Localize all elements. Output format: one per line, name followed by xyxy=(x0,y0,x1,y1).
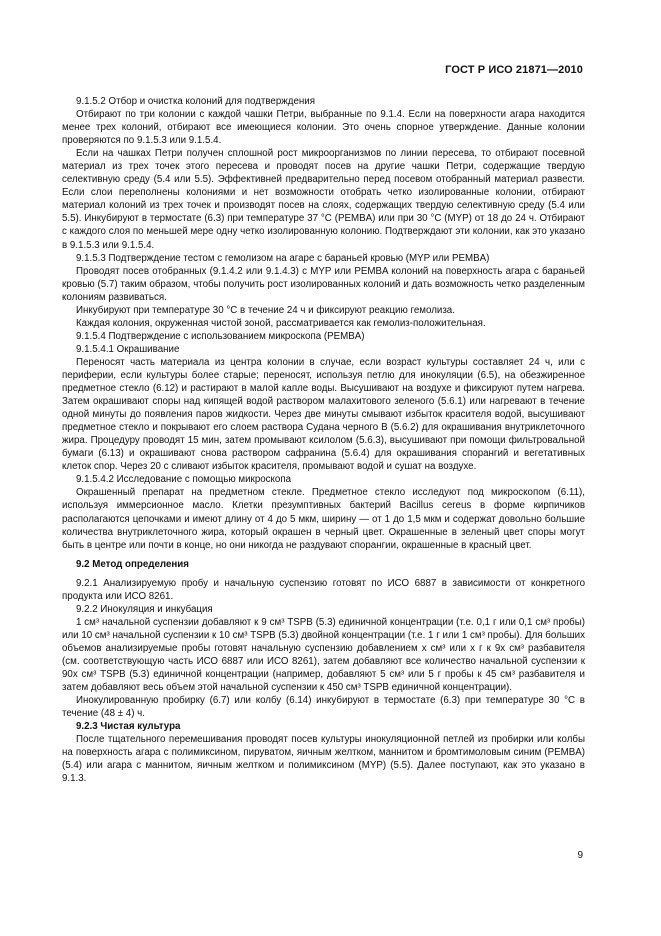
paragraph: Если на чашках Петри получен сплошной рост микроорганизмов по линии пересева, то отбирают посевной материал из трех точек этого пересева и проводят посев на другие чашки Петри, содержащие твердую селективную среду (5.4 или 5.5). Эффективней предварительно перед посевом отобранный материал развести. Если слои переполнены колониями и нет возможности отобрать четко изолированные колонии, отбирают материал колоний из трех точек и производят посев на слоях, содержащих твердую селективную среду (5.4 или 5.5). Инкубируют в термостате (6.3) при температуре 37 °С (PEMBA) или при 30 °С (MYP) от 18 до 24 ч. Отбирают с каждого слоя по меньшей мере одну четко изолированную колонию. Подтверждают эти колонии, как это указано в 9.1.5.3 или 9.1.5.4. xyxy=(62,148,585,251)
paragraph: Каждая колония, окруженная чистой зоной, рассматривается как гемолиз-положительная. xyxy=(76,317,486,329)
paragraph: Инокулированную пробирку (6.7) или колбу (6.14) инкубируют в термостате (6.3) при температуре 30 °С в течение (48 ± 4) ч. xyxy=(62,695,585,720)
paragraph: 9.2.2 Инокуляция и инкубация xyxy=(76,603,213,615)
paragraph: Переносят часть материала из центра колонии в случае, если возраст культуры составляет 24 ч, или с периферии, если культуры более старые; переносят, используя петлю для инокуляции (6.5), на обезжиренное предметное стекло (6.12) и растирают в малой капле воды. Высушивают на воздухе и фиксируют путем нагрева. Затем окрашивают споры над кипящей водой раствором малахитового зеленого (5.6.1) или нагревают в течение одной минуты до появления паров жидкости. Через две минуты смывают избыток красителя водой, высушивают предметное стекло и покрывают его слоем раствора Судана черного В (5.6.2) для окрашивания внутриклеточного жира. Процедуру проводят 15 мин, затем промывают ксилолом (5.6.3), высушивают при помощи фильтровальной бумаги (6.13) и окрашивают снова раствором сафранина (5.6.4) для окрашивания спорангий и вегетативных клеток спор. Через 20 с сливают избыток красителя, промывают водой и сушат на воздухе. xyxy=(62,356,585,473)
document-header: ГОСТ Р ИСО 21871—2010 xyxy=(445,64,583,76)
page-number: 9 xyxy=(577,850,583,861)
section-heading: 9.2.3 Чистая культура xyxy=(76,721,181,733)
document-body xyxy=(62,95,585,785)
paragraph: 1 см³ начальной суспензии добавляют к 9 см³ TSPB (5.3) единичной концентрации (т.е. 0,1 г или 0,1 см³ пробы) или 10 см³ начальной суспензии к 10 см³ TSPB (5.3) двойной концентрации (т.е. 1 г или 1 см³ пробы). Для больших объемов анализируемые пробы готовят начальную суспензию добавлением x см³ или x г к 9x см³ разбавителя (см. соответствующую часть ИСО 6887 или ИСО 8261), затем добавляют все количество начальной суспензии к 90x см³ TSPB (5.3) единичной концентрации (например, добавляют 5 см³ или 5 г пробы к 45 см³ разбавителя и затем добавляют весь объем этой начальной суспензии к 450 см³ TSPB единичной концентрации). xyxy=(62,616,585,694)
paragraph: Отбирают по три колонии с каждой чашки Петри, выбранные по 9.1.4. Если на поверхности агара находится менее трех колоний, отбирают все имеющиеся колонии. Это очень спорное утверждение. Данные колонии проверяются по 9.1.5.3 или 9.1.5.4. xyxy=(62,109,585,147)
section-heading: 9.2 Метод определения xyxy=(76,558,189,570)
paragraph: После тщательного перемешивания проводят посев культуры инокуляционной петлей из пробирки или колбы на поверхность агара с полимиксином, пируватом, яичным желтком, маннитом и бромтимоловым синим (PEMBA) (5.4) или агара с маннитом, яичным желтком и полимиксином (MYP) (5.5). Далее поступают, как это указано в 9.1.3. xyxy=(62,734,585,785)
paragraph: 9.1.5.3 Подтверждение тестом с гемолизом на агаре с бараньей кровью (MYP или PEMBA) xyxy=(76,252,490,264)
paragraph: 9.1.5.4.2 Исследование с помощью микроскопа xyxy=(76,474,292,486)
paragraph: 9.2.1 Анализируемую пробу и начальную суспензию готовят по ИСО 6887 в зависимости от конкретного продукта или ИСО 8261. xyxy=(62,577,585,602)
paragraph: 9.1.5.4.1 Окрашивание xyxy=(76,343,180,355)
paragraph: Проводят посев отобранных (9.1.4.2 или 9.1.4.3) с MYP или PEMBA колоний на поверхность агара с бараньей кровью (5.7) таким образом, чтобы получить рост изолированных колоний и дать возможность четко разделенным колониям развиваться. xyxy=(62,265,585,303)
paragraph: Окрашенный препарат на предметном стекле. Предметное стекло исследуют под микроскопом (6.11), используя иммерсионное масло. Клетки презумптивных бактерий Bacillus cereus в форме кирпичиков располагаются цепочками и имеют длину от 4 до 5 мкм, ширину — от 1 до 1,5 мкм и содержат довольно большие количества внутриклеточного жира, который окрашен в черный цвет. Окрашенные в зеленый цвет споры могут быть в центре или почти в конце, но они никогда не раздувают спорангии, окрашенные в красный цвет. xyxy=(62,487,585,551)
paragraph: Инкубируют при температуре 30 °С в течение 24 ч и фиксируют реакцию гемолиза. xyxy=(76,304,455,316)
paragraph: 9.1.5.4 Подтверждение с использованием микроскопа (PEMBA) xyxy=(76,330,365,342)
paragraph: 9.1.5.2 Отбор и очистка колоний для подтверждения xyxy=(76,96,316,107)
